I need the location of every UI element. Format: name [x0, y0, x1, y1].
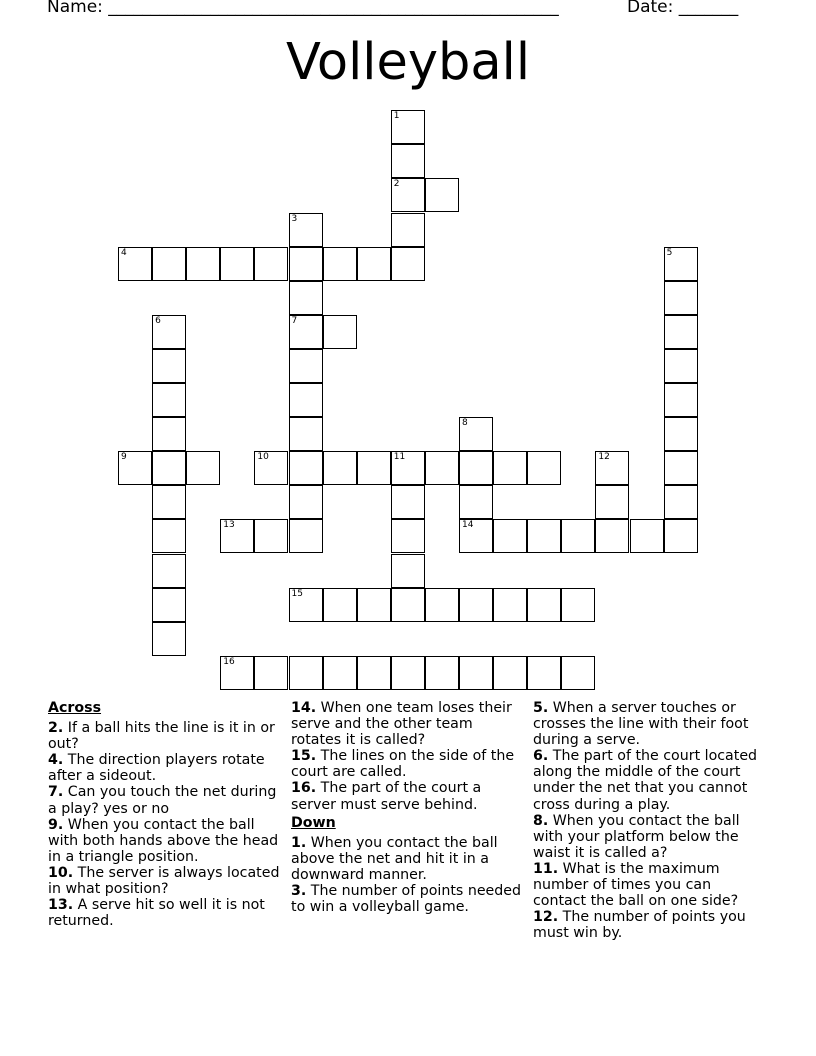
clue-down-5 — [533, 700, 768, 748]
grid-cell[interactable] — [323, 656, 357, 690]
grid-cell[interactable] — [289, 485, 323, 519]
clue-number: 4. — [48, 752, 64, 769]
clue-across-15 — [291, 748, 526, 780]
grid-cell[interactable] — [323, 315, 357, 349]
grid-cell[interactable] — [152, 315, 186, 349]
grid-cell[interactable] — [425, 451, 459, 485]
grid-cell[interactable] — [289, 519, 323, 553]
clue-number: 5. — [533, 700, 549, 716]
cell-number: 3 — [291, 213, 298, 224]
grid-cell[interactable] — [664, 451, 698, 485]
grid-cell[interactable] — [527, 656, 561, 690]
grid-cell[interactable] — [459, 588, 493, 622]
clue-across-9 — [48, 817, 283, 865]
grid-cell[interactable] — [391, 485, 425, 519]
grid-cell[interactable] — [152, 554, 186, 588]
cell-number: 6 — [155, 315, 161, 326]
grid-cell[interactable] — [391, 554, 425, 588]
cell-number: 14 — [462, 520, 474, 531]
grid-cell[interactable] — [152, 519, 186, 553]
grid-cell[interactable] — [289, 213, 323, 247]
grid-cell[interactable] — [493, 451, 527, 485]
cell-number: 11 — [393, 452, 406, 463]
clue-across-14 — [291, 700, 526, 748]
grid-cell[interactable] — [357, 588, 391, 622]
clue-down-6 — [533, 748, 768, 812]
grid-cell[interactable] — [459, 451, 493, 485]
clue-text: The lines on the side of the court are called. — [291, 748, 515, 781]
grid-cell[interactable] — [289, 588, 323, 622]
clue-across-4 — [48, 752, 283, 784]
grid-cell[interactable] — [289, 247, 323, 281]
grid-cell[interactable] — [152, 349, 186, 383]
grid-cell[interactable] — [323, 588, 357, 622]
clue-number: 14. — [291, 700, 317, 716]
clue-text: The direction players rotate after a sideout. — [48, 752, 265, 785]
clue-number: 2. — [48, 720, 64, 737]
grid-cell[interactable] — [152, 485, 186, 519]
grid-cell[interactable] — [664, 281, 698, 315]
grid-cell[interactable] — [289, 315, 323, 349]
grid-cell[interactable] — [152, 247, 186, 281]
cell-number: 1 — [393, 111, 400, 122]
cell-number: 8 — [462, 418, 468, 429]
grid-cell[interactable] — [391, 247, 425, 281]
grid-cell[interactable] — [391, 519, 425, 553]
cell-number: 9 — [121, 452, 127, 463]
grid-cell[interactable] — [664, 417, 698, 451]
grid-cell[interactable] — [391, 178, 425, 212]
grid-cell[interactable] — [254, 451, 288, 485]
grid-cell[interactable] — [186, 247, 220, 281]
grid-cell[interactable] — [391, 656, 425, 690]
grid-cell[interactable] — [493, 588, 527, 622]
clue-number: 6. — [533, 748, 549, 765]
cell-number: 5 — [666, 247, 673, 258]
grid-cell[interactable] — [630, 519, 664, 553]
clue-text: The server is always located in what position? — [48, 864, 280, 898]
clue-text: When you contact the ball with both hands above the head in a triangle position. — [48, 816, 279, 865]
clues-column-2 — [291, 700, 526, 915]
grid-cell[interactable] — [357, 656, 391, 690]
grid-cell[interactable] — [527, 588, 561, 622]
cell-number: 4 — [121, 247, 127, 258]
clue-down-3 — [291, 883, 526, 915]
grid-cell[interactable] — [254, 519, 288, 553]
grid-cell[interactable] — [561, 519, 595, 553]
clue-text: When one team loses their serve and the other team rotates it is called? — [291, 700, 512, 749]
clue-number: 1. — [291, 834, 307, 851]
clue-text: When a server touches or crosses the line with their foot during a serve. — [533, 700, 749, 749]
clue-text: When you contact the ball above the net and hit it in a downward manner. — [291, 834, 498, 883]
grid-cell[interactable] — [391, 144, 425, 178]
down-heading: Down — [291, 814, 336, 831]
grid-cell[interactable] — [152, 588, 186, 622]
clue-down-11 — [533, 861, 768, 909]
across-heading: Across — [48, 700, 102, 716]
grid-cell[interactable] — [289, 451, 323, 485]
grid-cell[interactable] — [118, 247, 152, 281]
grid-cell[interactable] — [595, 451, 629, 485]
clue-number: 10. — [48, 864, 74, 881]
clue-text: The number of points you must win by. — [533, 909, 746, 942]
grid-cell[interactable] — [118, 451, 152, 485]
clue-text: If a ball hits the line is it in or out? — [48, 720, 275, 753]
name-line: Name: _____________________________________________________ — [47, 0, 559, 17]
grid-cell[interactable] — [664, 349, 698, 383]
clue-number: 15. — [291, 748, 317, 765]
clue-text: A serve hit so well it is not returned. — [48, 897, 265, 930]
clue-text: When you contact the ball with your platform below the waist it is called a? — [533, 812, 740, 861]
grid-cell[interactable] — [289, 383, 323, 417]
grid-cell[interactable] — [186, 451, 220, 485]
grid-cell[interactable] — [152, 451, 186, 485]
clue-number: 11. — [533, 860, 559, 877]
clue-text: What is the maximum number of times you can contact the ball on one side? — [533, 860, 739, 910]
cell-number: 2 — [393, 179, 400, 190]
grid-cell[interactable] — [595, 519, 629, 553]
grid-cell[interactable] — [220, 656, 254, 690]
grid-cell[interactable] — [152, 383, 186, 417]
grid-cell[interactable] — [391, 588, 425, 622]
clue-across-16 — [291, 780, 526, 812]
page-title: Volleyball — [286, 33, 530, 92]
grid-cell[interactable] — [664, 383, 698, 417]
clue-across-10 — [48, 865, 283, 897]
grid-cell[interactable] — [664, 519, 698, 553]
grid-cell[interactable] — [254, 247, 288, 281]
grid-cell[interactable] — [459, 485, 493, 519]
grid-cell[interactable] — [459, 656, 493, 690]
clue-across-7 — [48, 784, 283, 816]
grid-cell[interactable] — [323, 247, 357, 281]
grid-cell[interactable] — [391, 213, 425, 247]
grid-cell[interactable] — [561, 656, 595, 690]
cell-number: 7 — [291, 315, 298, 326]
grid-cell[interactable] — [527, 519, 561, 553]
clue-number: 3. — [291, 883, 307, 900]
grid-cell[interactable] — [459, 519, 493, 553]
cell-number: 15 — [291, 588, 303, 599]
grid-cell[interactable] — [664, 315, 698, 349]
grid-cell[interactable] — [357, 451, 391, 485]
grid-cell[interactable] — [595, 485, 629, 519]
grid-cell[interactable] — [152, 417, 186, 451]
grid-cell[interactable] — [289, 656, 323, 690]
grid-cell[interactable] — [323, 451, 357, 485]
grid-cell[interactable] — [220, 519, 254, 553]
grid-cell[interactable] — [254, 656, 288, 690]
clue-down-12 — [533, 909, 768, 941]
grid-cell[interactable] — [561, 588, 595, 622]
grid-cell[interactable] — [220, 247, 254, 281]
grid-cell[interactable] — [289, 349, 323, 383]
grid-cell[interactable] — [391, 110, 425, 144]
cell-number: 13 — [223, 520, 235, 531]
clues-column-1 — [48, 700, 283, 929]
cell-number: 16 — [223, 656, 235, 667]
grid-cell[interactable] — [425, 178, 459, 212]
grid-cell[interactable] — [289, 281, 323, 315]
grid-cell[interactable] — [425, 588, 459, 622]
clue-number: 8. — [533, 812, 549, 829]
clue-number: 16. — [291, 780, 317, 797]
clue-text: Can you touch the net during a play? yes or no — [48, 784, 277, 817]
clues-column-3 — [533, 700, 768, 941]
clue-across-2 — [48, 720, 283, 752]
clue-down-8 — [533, 813, 768, 861]
clue-text: The part of the court located along the middle of the court under the net that you cannot cross during a play. — [533, 748, 758, 813]
clue-text: The number of points needed to win a volleyball game. — [291, 883, 522, 916]
clue-number: 9. — [48, 816, 64, 833]
grid-cell[interactable] — [527, 451, 561, 485]
clue-number: 7. — [48, 784, 64, 801]
grid-cell[interactable] — [357, 247, 391, 281]
clue-number: 12. — [533, 909, 559, 926]
grid-cell[interactable] — [459, 417, 493, 451]
grid-cell[interactable] — [425, 656, 459, 690]
clue-down-1 — [291, 835, 526, 883]
clue-across-13 — [48, 897, 283, 929]
cell-number: 10 — [257, 452, 269, 463]
grid-cell[interactable] — [289, 417, 323, 451]
grid-cell[interactable] — [152, 622, 186, 656]
date-line: Date: _______ — [627, 0, 739, 17]
grid-cell[interactable] — [493, 519, 527, 553]
clue-text: The part of the court a server must serve behind. — [291, 780, 482, 813]
grid-cell[interactable] — [493, 656, 527, 690]
clue-number: 13. — [48, 897, 74, 914]
cell-number: 12 — [598, 452, 610, 463]
grid-cell[interactable] — [664, 485, 698, 519]
grid-cell[interactable] — [391, 451, 425, 485]
grid-cell[interactable] — [664, 247, 698, 281]
